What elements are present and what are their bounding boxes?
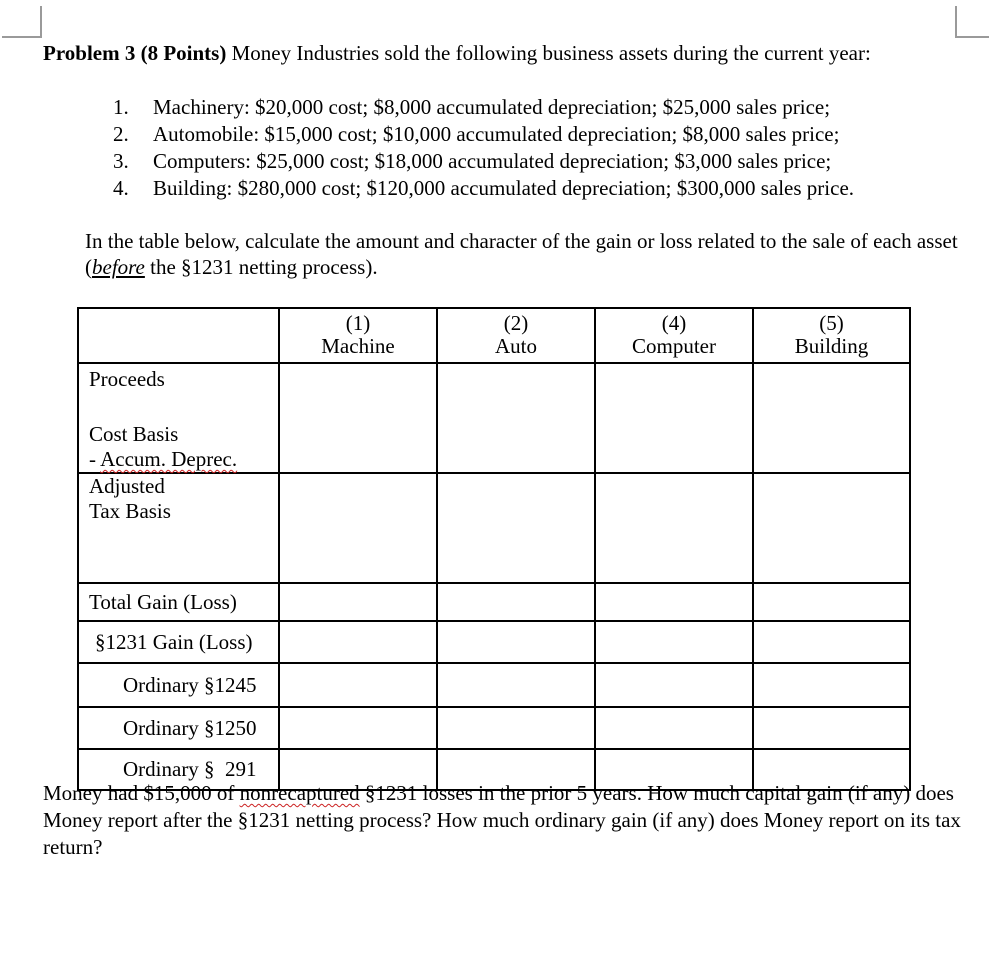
computer-cell[interactable]	[595, 363, 753, 473]
emphasis-before: before	[92, 255, 145, 279]
adjusted-tax-basis-label: Adjusted Tax Basis	[78, 473, 279, 583]
problem-intro: Money Industries sold the following business assets during the current year:	[226, 41, 871, 65]
table-row	[78, 621, 910, 663]
computer-cell[interactable]	[595, 473, 753, 583]
building-cell[interactable]	[753, 583, 910, 621]
column-header-building: (5) Building	[753, 308, 910, 363]
table-row	[78, 707, 910, 749]
ordinary-1245-label: Ordinary §1245	[78, 663, 279, 707]
table-row	[78, 583, 910, 621]
building-cell[interactable]	[753, 621, 910, 663]
ordinary-291-label: Ordinary § 291	[78, 749, 279, 790]
auto-cell[interactable]	[437, 583, 595, 621]
machine-cell[interactable]	[279, 663, 437, 707]
accum-deprec-label: Accum. Deprec.	[100, 447, 238, 471]
column-header-auto: (2) Auto	[437, 308, 595, 363]
auto-cell[interactable]	[437, 363, 595, 473]
auto-cell[interactable]	[437, 663, 595, 707]
ordinary-1250-label: Ordinary §1250	[78, 707, 279, 749]
machine-cell[interactable]	[279, 363, 437, 473]
conclusion-question: Money had $15,000 of nonrecaptured §1231 losses in the prior 5 years. How much capital gain (if any) does Money report after the §1231 netting process? How much ordinary gain (if any) does Money report on its tax return?	[43, 781, 961, 859]
list-item: 2. Automobile: $15,000 cost; $10,000 accumulated depreciation; $8,000 sales price;	[113, 122, 840, 146]
computer-cell[interactable]	[595, 621, 753, 663]
table-row	[78, 363, 910, 473]
table-row	[78, 663, 910, 707]
building-cell[interactable]	[753, 473, 910, 583]
problem-heading: Problem 3 (8 Points)	[43, 41, 227, 65]
gain-loss-table	[77, 307, 911, 791]
building-cell[interactable]	[753, 363, 910, 473]
machine-cell[interactable]	[279, 707, 437, 749]
table-header-row	[78, 308, 910, 363]
column-header-machine: (1) Machine	[279, 308, 437, 363]
column-header-computer: (4) Computer	[595, 308, 753, 363]
instruction-text: In the table below, calculate the amount and character of the gain or loss related to the sale of each asset (before the §1231 netting process).	[85, 229, 958, 279]
list-item: 3. Computers: $25,000 cost; $18,000 accumulated depreciation; $3,000 sales price;	[113, 149, 832, 173]
auto-cell[interactable]	[437, 707, 595, 749]
sec1231-gain-label: §1231 Gain (Loss)	[78, 621, 279, 663]
crop-mark-right	[955, 6, 989, 38]
building-cell[interactable]	[753, 663, 910, 707]
proceeds-cost-basis-label: Proceeds Cost Basis - Accum. Deprec.	[78, 363, 279, 473]
table-row	[78, 473, 910, 583]
list-item: 1. Machinery: $20,000 cost; $8,000 accumulated depreciation; $25,000 sales price;	[113, 95, 831, 119]
computer-cell[interactable]	[595, 583, 753, 621]
auto-cell[interactable]	[437, 473, 595, 583]
asset-list	[113, 94, 854, 202]
machine-cell[interactable]	[279, 621, 437, 663]
machine-cell[interactable]	[279, 473, 437, 583]
total-gain-label: Total Gain (Loss)	[78, 583, 279, 621]
auto-cell[interactable]	[437, 621, 595, 663]
problem-statement	[43, 40, 943, 66]
list-item: 4. Building: $280,000 cost; $120,000 accumulated depreciation; $300,000 sales price.	[113, 176, 855, 200]
computer-cell[interactable]	[595, 707, 753, 749]
nonrecaptured-word: nonrecaptured	[239, 781, 360, 805]
computer-cell[interactable]	[595, 663, 753, 707]
machine-cell[interactable]	[279, 583, 437, 621]
building-cell[interactable]	[753, 707, 910, 749]
crop-mark-left	[2, 6, 42, 38]
header-blank-cell	[78, 308, 279, 363]
